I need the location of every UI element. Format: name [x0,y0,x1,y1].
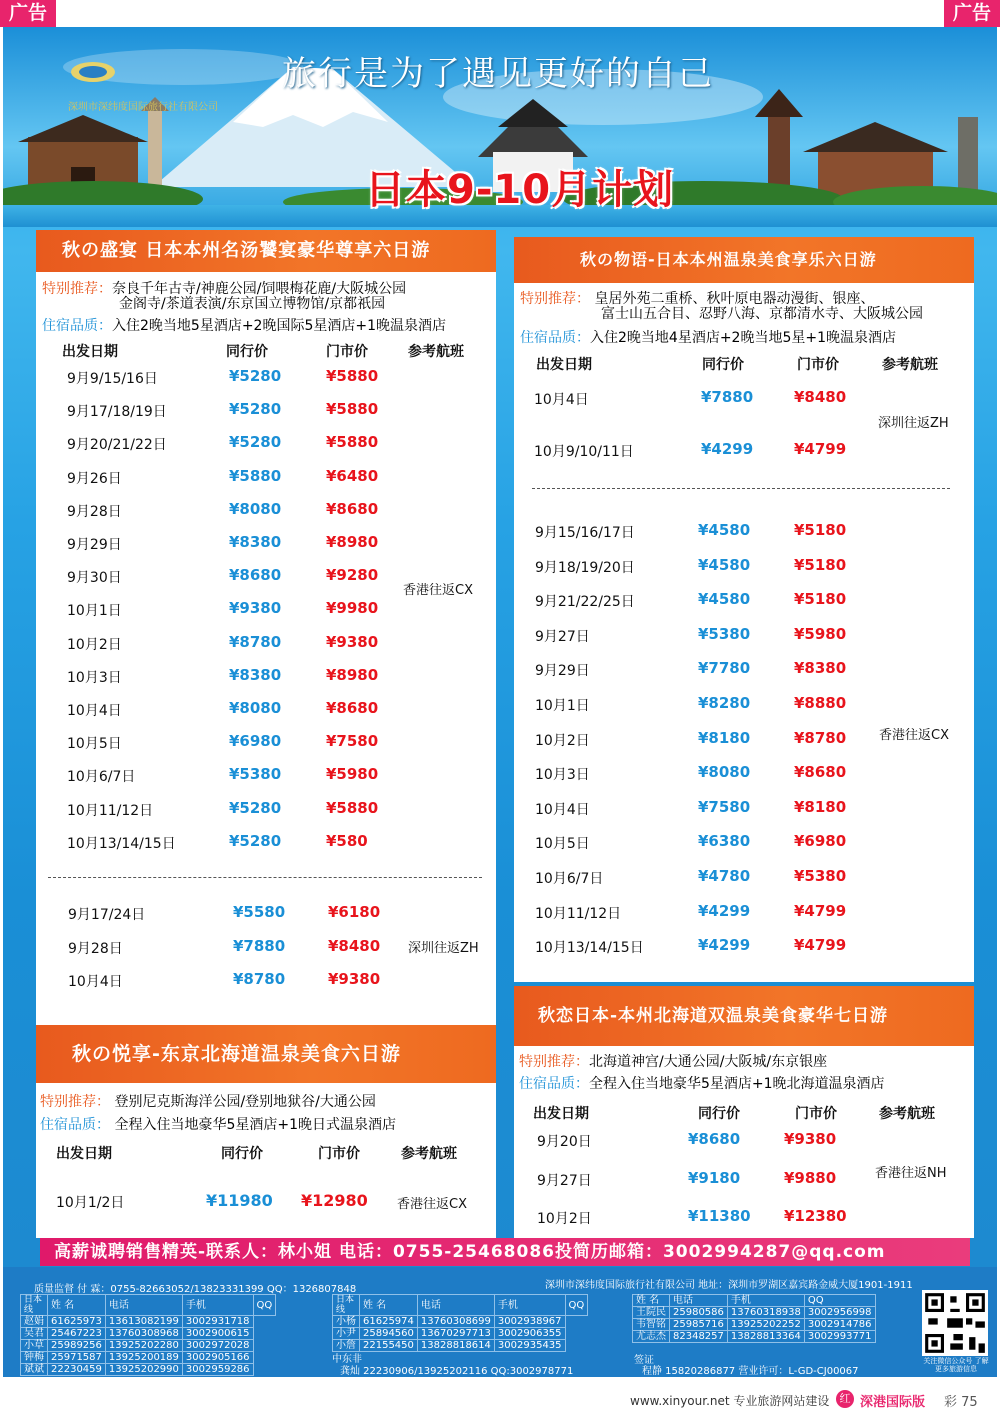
company-logo-icon [68,60,118,84]
row-peer-price: ¥4299 [698,901,751,920]
box4-recommend-label: 特别推荐： [519,1054,589,1070]
footer-group1-label: 日本线 [21,1295,48,1316]
contact-cell: 3002905166 [182,1352,253,1364]
row-door-price: ¥5980 [326,765,379,784]
row-peer-price: ¥8780 [233,970,286,988]
footer-group2-label: 日本线 [333,1295,360,1316]
contact-cell: 13760318938 [727,1307,804,1319]
row-peer-price: ¥7880 [701,388,754,406]
contact-row [21,1352,276,1364]
footer-mideast: 龚灿 22230906/13925202116 QQ:3002978771 [340,1366,574,1377]
row-date: 10月2日 [67,636,122,653]
row-peer-price: ¥5280 [229,798,282,817]
qr-code-icon [922,1290,988,1356]
row-date: 9月27日 [535,628,590,645]
contact-cell: 吴君 [21,1328,48,1340]
contact-cell: 13925202280 [105,1340,182,1352]
box1-hotel-text: 入住2晚当地5星酒店+2晚国际5星酒店+1晚温泉酒店 [112,318,446,334]
footer-col-qq-3: QQ [804,1295,875,1307]
footer-group2-rows [333,1316,588,1352]
row-door-price: ¥7580 [326,732,379,751]
contact-cell: 61625973 [48,1316,106,1328]
row-date: 10月4日 [535,801,590,818]
row-door-price: ¥5980 [794,624,847,643]
row-peer-price: ¥8080 [698,763,751,782]
contact-cell: 斌斌 [21,1364,48,1376]
contact-cell: 3002959286 [182,1364,253,1376]
row-peer-price: ¥4299 [701,440,754,458]
contact-row [633,1307,876,1319]
row-door-price: ¥8980 [326,665,379,684]
box2-hotel-label: 住宿品质： [40,1117,110,1133]
contact-cell: 13670297713 [417,1328,494,1340]
row-date: 10月1日 [535,698,590,714]
row-date: 10月6/7日 [67,769,136,786]
row-peer-price: ¥7880 [233,936,286,955]
contact-cell: 13760308968 [105,1328,182,1340]
row-date: 9月28日 [67,503,122,520]
box2-row-date: 10月1/2日 [56,1195,125,1211]
box1-flight-a: 香港往返CX [403,583,473,598]
row-date: 10月4日 [534,392,589,408]
footer-col-tel-2: 电话 [417,1295,494,1316]
row-date: 10月2日 [537,1211,592,1227]
row-door-price: ¥9380 [328,970,381,988]
contact-row [21,1364,276,1376]
row-door-price: ¥8480 [794,388,847,406]
box3-recommend-text-1: 皇居外苑二重桥、秋叶原电器动漫街、银座、 [594,291,875,307]
box2-col-door: 门市价 [318,1146,360,1162]
row-date: 10月9/10/11日 [534,444,634,460]
row-door-price: ¥6180 [328,903,381,921]
row-door-price: ¥5180 [794,555,847,574]
slogan: 旅行是为了遇见更好的自己 [282,54,714,94]
row-door-price: ¥9280 [326,566,379,585]
row-door-price: ¥4799 [794,936,847,955]
plan-title: 日本9-10月计划 [365,167,675,213]
contact-cell: 25971587 [48,1352,106,1364]
row-date: 9月17/24日 [68,907,146,923]
contact-cell: 25467223 [48,1328,106,1340]
row-peer-price: ¥9380 [229,599,282,618]
row-date: 9月26日 [67,470,122,487]
edition-badge-icon: 红 [836,1390,854,1408]
contact-cell: 钟梅 [21,1352,48,1364]
footer-group3-rows [633,1307,876,1343]
qr-caption: 关注微信公众号 了解更多旅游信息 [923,1357,989,1373]
footer-table-2 [332,1294,588,1352]
footer-col-name-2: 姓 名 [360,1295,418,1316]
box4-flight: 香港往返NH [875,1166,947,1181]
box2-col-date: 出发日期 [56,1146,112,1162]
bottom-edition: 深港国际版 [860,1395,926,1410]
row-date: 10月3日 [535,767,590,784]
row-peer-price: ¥5280 [229,400,282,419]
recruit-banner: 高薪诚聘销售精英-联系人：林小姐 电话：0755-25468086投简历邮箱：3002994287@qq.com [40,1238,970,1266]
row-peer-price: ¥4580 [698,555,751,574]
box1-hotel-label: 住宿品质： [42,318,112,334]
box4-recommend-text: 北海道神宫/大通公园/大阪城/东京银座 [589,1054,828,1070]
contact-cell: 13613082199 [105,1316,182,1328]
row-door-price: ¥9880 [784,1168,837,1187]
box2-hotel-text: 全程入住当地豪华5星酒店+1晚日式温泉酒店 [114,1117,396,1133]
box4-hotel-text: 全程入住当地豪华5星酒店+1晚北海道温泉酒店 [589,1076,885,1092]
row-door-price: ¥580 [326,831,368,850]
contact-cell: 13925202252 [727,1319,804,1331]
row-door-price: ¥5180 [794,590,847,609]
row-peer-price: ¥8380 [229,533,282,551]
contact-cell: 3002956998 [804,1307,875,1319]
box3-col-date: 出发日期 [536,357,592,373]
box1-recommend-text-1: 奈良千年古寺/神鹿公园/饲喂梅花鹿/大阪城公园 [112,281,407,297]
row-peer-price: ¥8080 [229,699,282,717]
box4-col-date: 出发日期 [533,1106,589,1122]
company-name: 深圳市深纬度国际旅行社有限公司 [68,102,218,113]
row-peer-price: ¥8180 [698,728,751,747]
row-door-price: ¥8180 [794,797,847,816]
footer-quality: 质量监督 付 霖：0755-82663052/13823331399 QQ：1326807848 [34,1284,357,1295]
ad-tag-left: 广告 [0,0,56,27]
row-door-price: ¥8780 [794,728,847,747]
row-peer-price: ¥6380 [698,832,751,851]
box2-recommend-label: 特别推荐： [40,1094,110,1110]
contact-cell: 22155450 [360,1340,418,1352]
row-door-price: ¥5380 [794,867,847,885]
row-door-price: ¥6980 [794,832,847,851]
contact-cell: 25989256 [48,1340,106,1352]
row-peer-price: ¥4299 [698,936,751,955]
box4-col-door: 门市价 [795,1106,837,1122]
row-date: 10月13/14/15日 [535,940,644,957]
row-date: 10月4日 [67,703,122,719]
contact-row [633,1319,876,1331]
row-date: 10月11/12日 [535,905,622,922]
footer-col-qq: QQ [253,1295,276,1316]
row-door-price: ¥5880 [326,798,379,817]
row-date: 10月4日 [68,974,123,990]
contact-cell: 尤志杰 [633,1331,670,1343]
box3-flight-b: 香港往返CX [879,728,949,743]
row-date: 9月29日 [535,663,590,680]
row-peer-price: ¥5880 [229,466,282,485]
row-date: 10月5日 [67,736,122,753]
row-door-price: ¥12380 [784,1207,847,1225]
row-date: 9月29日 [67,537,122,553]
row-peer-price: ¥8680 [688,1130,741,1148]
contact-cell: 3002914786 [804,1319,875,1331]
row-door-price: ¥8680 [326,699,379,717]
contact-cell: 25980586 [670,1307,728,1319]
row-date: 10月3日 [67,669,122,686]
contact-cell: 3002935435 [494,1340,565,1352]
row-door-price: ¥8980 [326,533,379,551]
box3-recommend [520,291,874,307]
row-peer-price: ¥5280 [229,831,282,850]
row-date: 10月5日 [535,836,590,853]
row-door-price: ¥6480 [326,466,379,485]
footer-table-1 [20,1294,276,1376]
box3-col-flight: 参考航班 [882,357,938,373]
row-peer-price: ¥8280 [698,694,751,712]
contact-row [333,1340,588,1352]
footer-table-3 [632,1294,876,1343]
contact-cell: 13828818614 [417,1340,494,1352]
row-date: 10月13/14/15日 [67,835,176,852]
box4-hotel [519,1076,885,1092]
box1-recommend-text-2: 金阁寺/茶道表演/东京国立博物馆/京都祇园 [119,296,386,312]
box3-hotel-text: 入住2晚当地4星酒店+2晚当地5星+1晚温泉酒店 [590,330,896,346]
box1-col-peer: 同行价 [226,344,268,360]
row-date: 10月2日 [535,732,590,749]
contact-cell: 3002993771 [804,1331,875,1343]
box1-recommend [42,281,406,297]
row-door-price: ¥5880 [326,433,379,452]
contact-row [21,1328,276,1340]
box2-row-peer: ¥11980 [206,1191,273,1210]
tour-title-1: 秋の盛宴 日本本州名汤饕宴豪华尊享六日游 [36,230,496,272]
ad-tag-right: 广告 [944,0,1000,27]
box3-recommend-text-2: 富士山五合目、忍野八海、京都清水寺、大阪城公园 [601,306,923,322]
row-peer-price: ¥5380 [229,765,282,784]
footer-company: 深圳市深纬度国际旅行社有限公司 地址：深圳市罗湖区嘉宾路金威大厦1901-1911 [545,1280,913,1291]
box3-col-door: 门市价 [797,357,839,373]
row-door-price: ¥8680 [326,499,379,518]
contact-cell: 3002972028 [182,1340,253,1352]
footer-col-tel-3: 电话 [670,1295,728,1307]
row-door-price: ¥5880 [326,367,379,385]
footer-visa: 程静 15820286877 营业许可：L-GD-CJ00067 [642,1366,859,1377]
contact-cell: 3002931718 [182,1316,253,1328]
box4-col-flight: 参考航班 [879,1106,935,1122]
contact-cell: 3002938967 [494,1316,565,1328]
box4-hotel-label: 住宿品质： [519,1076,589,1092]
row-peer-price: ¥8780 [229,632,282,651]
footer-col-mobile-2: 手机 [494,1295,565,1316]
contact-cell: 韦智铭 [633,1319,670,1331]
row-date: 9月17/18/19日 [67,404,167,421]
footer-col-tel: 电话 [105,1295,182,1316]
footer-col-mobile: 手机 [182,1295,253,1316]
box3-hotel [520,330,896,346]
row-door-price: ¥8380 [794,659,847,678]
row-peer-price: ¥9180 [688,1168,741,1187]
row-date: 9月20/21/22日 [67,437,167,454]
contact-cell: 13760308699 [417,1316,494,1328]
row-door-price: ¥8480 [328,936,381,955]
tour-title-4: 秋恋日本-本州北海道双温泉美食豪华七日游 [514,986,974,1046]
footer-col-name: 姓 名 [48,1295,106,1316]
box2-recommend-text: 登别尼克斯海洋公园/登别地狱谷/大通公园 [114,1094,376,1110]
box1-hotel [42,318,446,334]
box3-hotel-label: 住宿品质： [520,330,590,346]
page-number: 彩 75 [944,1395,978,1410]
box1-col-flight: 参考航班 [408,344,464,360]
tour-title-3: 秋の物语-日本本州温泉美食享乐六日游 [514,237,974,283]
footer-col-name-3: 姓 名 [633,1295,670,1307]
box3-col-peer: 同行价 [702,357,744,373]
box3-divider [532,488,950,489]
tour-title-2: 秋の悦享-东京北海道温泉美食六日游 [36,1025,496,1083]
box2-row-door: ¥12980 [301,1191,368,1210]
row-date: 9月20日 [537,1134,592,1150]
row-peer-price: ¥5280 [229,433,282,452]
contact-cell: 13828813364 [727,1331,804,1343]
box4-col-peer: 同行价 [698,1106,740,1122]
row-peer-price: ¥5380 [698,624,751,643]
row-door-price: ¥8880 [794,694,847,712]
box4-recommend [519,1054,827,1070]
row-peer-price: ¥11380 [688,1207,751,1225]
row-door-price: ¥5180 [794,521,847,539]
contact-cell: 13925200189 [105,1352,182,1364]
row-date: 10月1日 [67,603,122,620]
row-date: 9月21/22/25日 [535,594,635,611]
box2-col-flight: 参考航班 [401,1146,457,1162]
row-door-price: ¥9980 [326,599,379,618]
row-peer-price: ¥8080 [229,499,282,518]
contact-cell: 小詹 [333,1340,360,1352]
footer-mideast-label: 中东非 [332,1354,362,1365]
box2-col-peer: 同行价 [221,1146,263,1162]
row-peer-price: ¥8380 [229,665,282,684]
contact-row [333,1316,588,1328]
row-door-price: ¥4799 [794,440,847,458]
row-date: 9月28日 [68,940,123,957]
row-peer-price: ¥7780 [698,659,751,678]
row-peer-price: ¥8680 [229,566,282,585]
contact-row [21,1316,276,1328]
footer-col-mobile-3: 手机 [727,1295,804,1307]
contact-row [21,1340,276,1352]
row-date: 9月18/19/20日 [535,559,635,576]
box2-hotel [40,1117,396,1133]
row-peer-price: ¥5580 [233,903,286,921]
bottom-site: www.xinyour.net 专业旅游网站建设 [630,1394,830,1408]
row-date: 9月9/15/16日 [67,371,158,387]
row-peer-price: ¥4580 [698,521,751,539]
contact-cell: 13925202990 [105,1364,182,1376]
row-peer-price: ¥7580 [698,797,751,816]
row-peer-price: ¥5280 [229,367,282,385]
contact-row [633,1331,876,1343]
footer-group1-rows [21,1316,276,1376]
box1-flight-b: 深圳往返ZH [408,941,479,956]
contact-cell: 82348257 [670,1331,728,1343]
box1-col-door: 门市价 [326,344,368,360]
box1-col-date: 出发日期 [62,344,118,360]
contact-cell: 小杨 [333,1316,360,1328]
box2-recommend [40,1094,376,1110]
row-date: 10月6/7日 [535,871,604,887]
box2-flight: 香港往返CX [397,1197,467,1212]
row-door-price: ¥9380 [784,1130,837,1148]
row-date: 9月15/16/17日 [535,525,635,541]
row-date: 9月27日 [537,1172,592,1189]
row-door-price: ¥5880 [326,400,379,419]
contact-cell: 61625974 [360,1316,418,1328]
box1-divider [48,877,482,878]
contact-cell: 25894560 [360,1328,418,1340]
contact-row [333,1328,588,1340]
row-peer-price: ¥6980 [229,732,282,751]
box3-recommend-label: 特别推荐： [520,291,590,307]
row-door-price: ¥8680 [794,763,847,782]
contact-cell: 赵娟 [21,1316,48,1328]
contact-cell: 小草 [21,1340,48,1352]
contact-cell: 22230459 [48,1364,106,1376]
box1-recommend-label: 特别推荐： [42,281,112,297]
row-door-price: ¥4799 [794,901,847,920]
row-date: 10月11/12日 [67,802,154,819]
footer-col-qq-2: QQ [565,1295,588,1316]
contact-cell: 小尹 [333,1328,360,1340]
row-peer-price: ¥4780 [698,867,751,885]
contact-cell: 王院民 [633,1307,670,1319]
box3-flight-a: 深圳往返ZH [878,416,949,431]
row-peer-price: ¥4580 [698,590,751,609]
row-date: 9月30日 [67,570,122,587]
footer-visa-label: 签证 [634,1355,654,1366]
contact-cell: 3002906355 [494,1328,565,1340]
contact-cell: 25985716 [670,1319,728,1331]
row-door-price: ¥9380 [326,632,379,651]
contact-cell: 3002900615 [182,1328,253,1340]
